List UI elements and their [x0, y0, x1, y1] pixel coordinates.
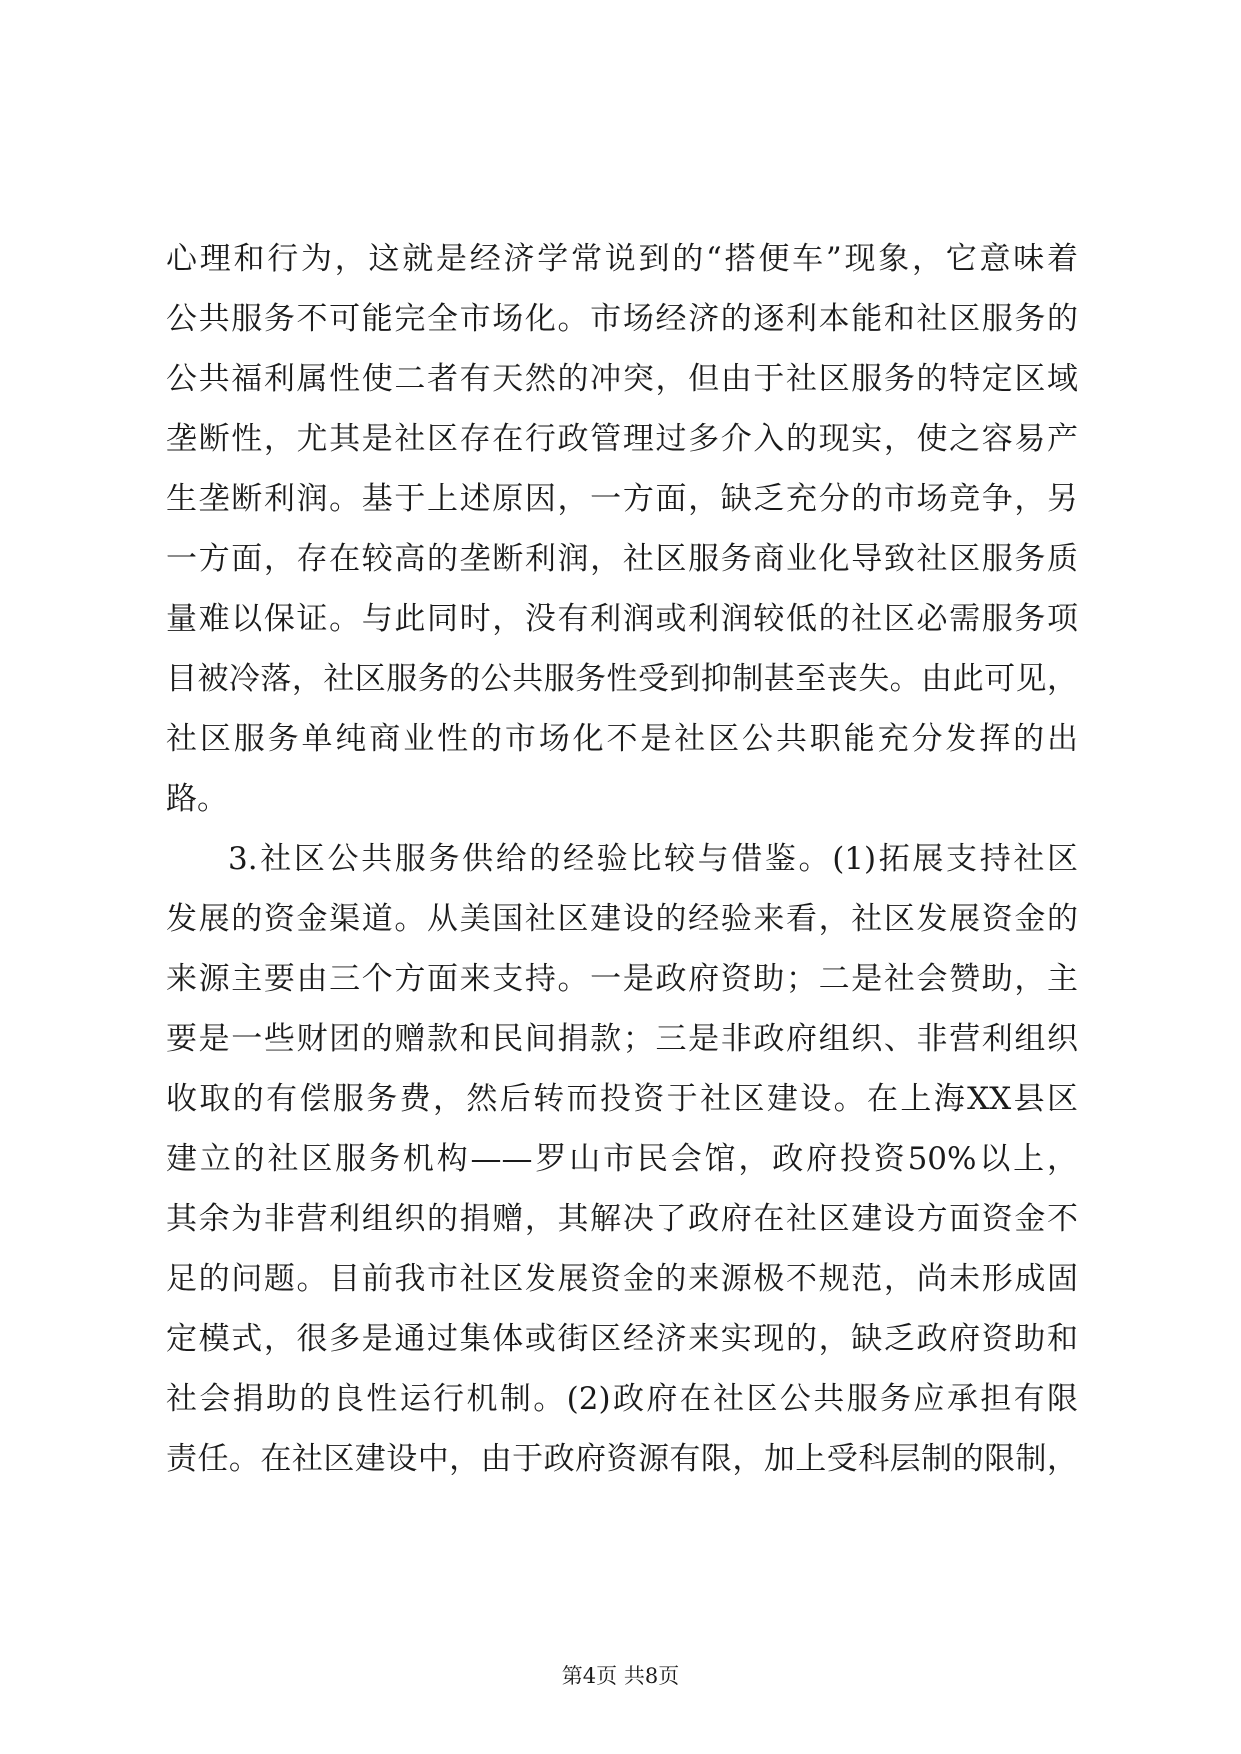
body-text: [166, 229, 1078, 1489]
text-line: 一方面，存在较高的垄断利润，社区服务商业化导致社区服务质: [166, 541, 1078, 577]
text-line: 路。: [166, 781, 228, 817]
text-line: 量难以保证。与此同时，没有利润或利润较低的社区必需服务项: [166, 601, 1078, 637]
text-line: 心理和行为，这就是经济学常说到的“搭便车”现象，它意味着: [166, 241, 1078, 277]
text-line: 生垄断利润。基于上述原因，一方面，缺乏充分的市场竞争，另: [166, 481, 1078, 517]
text-line: 要是一些财团的赠款和民间捐款；三是非政府组织、非营利组织: [166, 1021, 1078, 1057]
text-line: 足的问题。目前我市社区发展资金的来源极不规范，尚未形成固: [166, 1261, 1078, 1297]
text-line: 公共福利属性使二者有天然的冲突，但由于社区服务的特定区域: [166, 361, 1078, 397]
text-line: 公共服务不可能完全市场化。市场经济的逐利本能和社区服务的: [166, 301, 1078, 337]
text-line: 3.社区公共服务供给的经验比较与借鉴。(1)拓展支持社区: [228, 841, 1078, 877]
text-line: 社会捐助的良性运行机制。(2)政府在社区公共服务应承担有限: [166, 1381, 1078, 1417]
text-line: 社区服务单纯商业性的市场化不是社区公共职能充分发挥的出: [166, 721, 1078, 757]
text-line: 定模式，很多是通过集体或街区经济来实现的，缺乏政府资助和: [166, 1321, 1078, 1357]
page-number: 第4页 共8页: [561, 1664, 680, 1688]
text-line: 建立的社区服务机构——罗山市民会馆，政府投资50%以上，: [166, 1141, 1078, 1177]
text-line: 收取的有偿服务费，然后转而投资于社区建设。在上海XX县区: [166, 1081, 1078, 1117]
text-line: 责任。在社区建设中，由于政府资源有限，加上受科层制的限制，: [166, 1441, 1078, 1477]
page-footer: [0, 1662, 1241, 1690]
text-line: 垄断性，尤其是社区存在行政管理过多介入的现实，使之容易产: [166, 421, 1078, 457]
text-line: 其余为非营利组织的捐赠，其解决了政府在社区建设方面资金不: [166, 1201, 1078, 1237]
text-line: 发展的资金渠道。从美国社区建设的经验来看，社区发展资金的: [166, 901, 1078, 937]
text-line: 来源主要由三个方面来支持。一是政府资助；二是社会赞助，主: [166, 961, 1078, 997]
text-line: 目被冷落，社区服务的公共服务性受到抑制甚至丧失。由此可见，: [166, 661, 1078, 697]
